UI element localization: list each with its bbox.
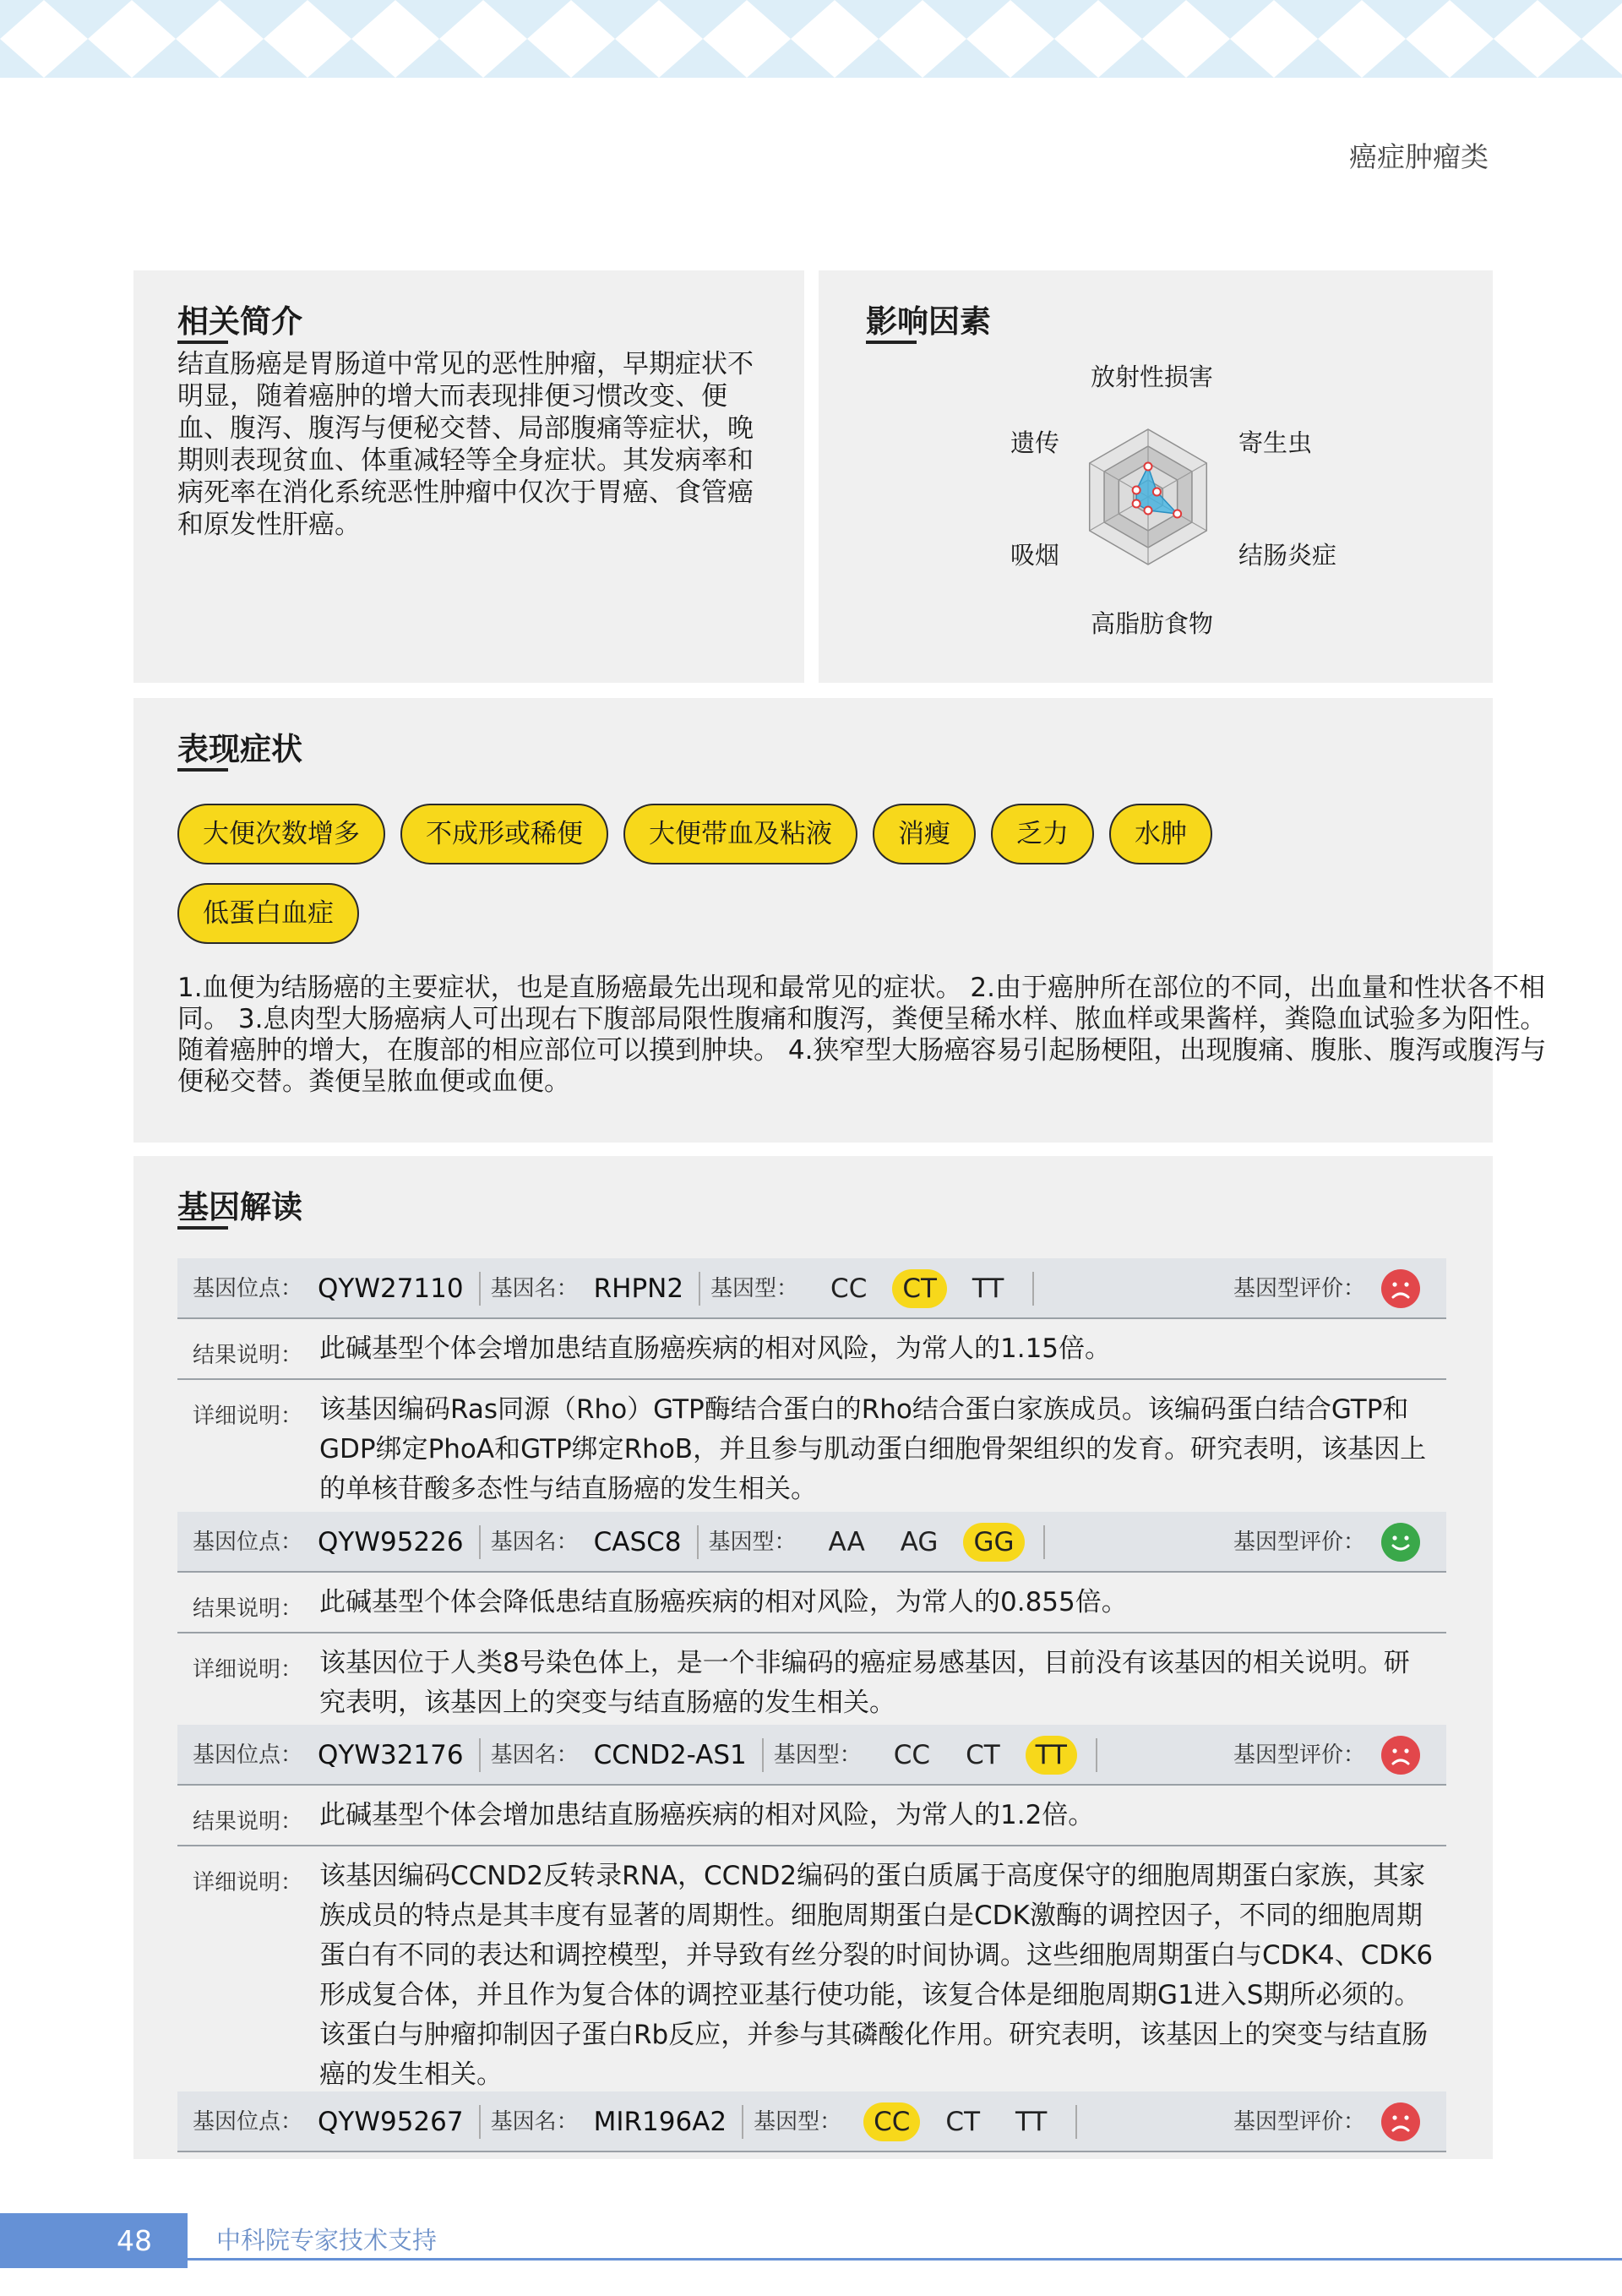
detail-label: 详细说明：	[193, 1870, 303, 1895]
genotype-label: 基因型：	[708, 1530, 797, 1555]
genes-title-rule	[177, 1226, 228, 1230]
radar-axis-label: 寄生虫	[1238, 428, 1313, 457]
smile-face-icon	[1381, 1523, 1420, 1562]
genotype-option: CT	[966, 1740, 1000, 1770]
radar-data-point	[1153, 488, 1161, 496]
radar-axis-label: 高脂肪食物	[1091, 609, 1214, 638]
radar-data-point	[1133, 500, 1140, 508]
radar-data-point	[1145, 507, 1152, 515]
footer-text: 中科院专家技术支持	[216, 2226, 438, 2255]
gene-locus-label: 基因位点：	[193, 2109, 303, 2135]
genotype-rating-label: 基因型评价：	[1233, 1530, 1366, 1555]
page-number: 48	[0, 2213, 188, 2268]
intro-text: 结直肠癌是胃肠道中常见的恶性肿瘤，早期症状不明显，随着癌肿的增大而表现排便习惯改变、便血、腹泻、腹泻与便秘交替、局部腹痛等症状，晚期则表现贫血、体重减轻等全身症状。其发病率和病死率在消化系统恶性肿瘤中仅次于胃癌、食管癌和原发性肝癌。	[177, 349, 754, 540]
gene-header-row	[177, 1725, 1446, 1786]
genotype-option: TT	[1015, 2107, 1048, 2137]
gene-header-row	[177, 1512, 1446, 1573]
genotype-option: CT	[945, 2107, 981, 2137]
result-label: 结果说明：	[193, 1596, 303, 1622]
result-row	[177, 1573, 1446, 1633]
radar-data-point	[1173, 510, 1181, 518]
column-divider	[697, 1525, 699, 1559]
genotype-selected: CT	[892, 1269, 947, 1308]
result-text: 此碱基型个体会增加患结直肠癌疾病的相对风险，为常人的1.2倍。	[319, 1800, 1095, 1830]
gene-name-value: CCND2-AS1	[593, 1740, 747, 1770]
gene-name-label: 基因名：	[490, 2109, 579, 2135]
genotype-selected: TT	[1026, 1736, 1077, 1775]
gene-locus-label: 基因位点：	[193, 1742, 303, 1768]
column-divider	[1075, 2105, 1077, 2139]
genotype-option: CC	[893, 1740, 931, 1770]
symptoms-title-rule	[177, 768, 228, 772]
gene-name-value: CASC8	[593, 1527, 682, 1557]
result-text: 此碱基型个体会增加患结直肠癌疾病的相对风险，为常人的1.15倍。	[319, 1333, 1112, 1364]
symptom-chip: 大便次数增多	[177, 804, 385, 864]
radar-data-point	[1145, 463, 1152, 471]
gene-name-label: 基因名：	[490, 1276, 579, 1301]
result-row	[177, 1786, 1446, 1846]
detail-text: 该基因编码CCND2反转录RNA，CCND2编码的蛋白质属于高度保守的细胞周期蛋白家族，其家族成员的特点是其丰度有显著的周期性。细胞周期蛋白是CDK激酶的调控因子，不同的细胞周期蛋白有不同的表达和调控模型，并导致有丝分裂的时间协调。这些细胞周期蛋白与CDK4、CDK6形成复合体，并且作为复合体的调控亚基行使功能，该复合体是细胞周期G1进入S期所必须的。该蛋白与肿瘤抑制因子蛋白Rb反应，并参与其磷酸化作用。研究表明，该基因上的突变与结直肠癌的发生相关。	[319, 1861, 1434, 2090]
radar-axis-label: 吸烟	[1010, 541, 1060, 570]
symptoms-text: 1.血便为结肠癌的主要症状，也是直肠癌最先出现和最常见的症状。 2.由于癌肿所在部位的不同，出血量和性状各不相同。 3.息肉型大肠癌病人可出现右下腹部局限性腹痛和腹泻，粪便呈稀水样、脓血样或果酱样，粪隐血试验多为阳性。随着癌肿的增大，在腹部的相应部位可以摸到肿块。 4.狭窄型大肠癌容易引起肠梗阻，出现腹痛、腹胀、腹泻或腹泻与便秘交替。粪便呈脓血便或血便。	[177, 973, 1547, 1097]
column-divider	[1043, 1525, 1045, 1559]
column-divider	[1032, 1272, 1034, 1306]
symptom-chip: 不成形或稀便	[400, 804, 608, 864]
radar-data-point	[1133, 487, 1140, 494]
footer-line	[188, 2258, 1622, 2261]
column-divider	[742, 2105, 743, 2139]
detail-row	[177, 1846, 1446, 2090]
genotype-rating-label: 基因型评价：	[1233, 1742, 1366, 1768]
symptoms-panel	[133, 698, 1547, 1143]
genes-title: 基因解读	[177, 1189, 302, 1225]
sad-face-icon	[1381, 1269, 1420, 1308]
symptom-chip: 消瘦	[873, 804, 976, 864]
gene-header-row	[177, 2091, 1446, 2152]
genes-panel	[133, 1156, 1493, 2159]
detail-label: 详细说明：	[193, 1657, 303, 1682]
symptom-chips	[177, 804, 1360, 944]
gene-locus-label: 基因位点：	[193, 1276, 303, 1301]
page-category: 癌症肿瘤类	[1349, 140, 1489, 173]
factors-title: 影响因素	[866, 303, 991, 340]
genotype-label: 基因型：	[754, 2109, 842, 2135]
result-label: 结果说明：	[193, 1809, 303, 1835]
symptoms-title: 表现症状	[177, 731, 302, 767]
detail-label: 详细说明：	[193, 1404, 303, 1429]
detail-row	[177, 1633, 1446, 1737]
intro-panel	[133, 270, 804, 683]
radar-axis-label: 结肠炎症	[1238, 541, 1337, 570]
sad-face-icon	[1381, 2102, 1420, 2141]
column-divider	[479, 1272, 481, 1306]
column-divider	[699, 1272, 700, 1306]
symptom-chip: 乏力	[991, 804, 1094, 864]
genotype-label: 基因型：	[773, 1742, 862, 1768]
genotype-selected: GG	[963, 1523, 1024, 1562]
symptom-chip: 水肿	[1109, 804, 1212, 864]
column-divider	[1096, 1738, 1097, 1772]
detail-text: 该基因位于人类8号染色体上，是一个非编码的癌症易感基因，目前没有该基因的相关说明。研究表明，该基因上的突变与结直肠癌的发生相关。	[319, 1648, 1410, 1718]
genotype-rating-label: 基因型评价：	[1233, 2109, 1366, 2135]
gene-locus-value: QYW27110	[318, 1273, 464, 1304]
genotype-option: AA	[828, 1527, 865, 1557]
genotype-label: 基因型：	[710, 1276, 799, 1301]
radar-axis-label: 遗传	[1010, 428, 1060, 457]
intro-title: 相关简介	[177, 303, 302, 340]
column-divider	[762, 1738, 764, 1772]
genotype-selected: CC	[863, 2102, 920, 2141]
genotype-rating-label: 基因型评价：	[1233, 1276, 1366, 1301]
gene-name-value: MIR196A2	[593, 2107, 727, 2137]
gene-locus-value: QYW95226	[318, 1527, 464, 1557]
radar-axis-label: 放射性损害	[1091, 363, 1214, 391]
gene-locus-value: QYW32176	[318, 1740, 464, 1770]
result-label: 结果说明：	[193, 1343, 303, 1368]
decorative-top-pattern	[0, 0, 1622, 78]
result-row	[177, 1319, 1446, 1380]
gene-header-row	[177, 1258, 1446, 1319]
column-divider	[479, 2105, 481, 2139]
gene-name-value: RHPN2	[593, 1273, 684, 1304]
symptom-chip: 大便带血及粘液	[623, 804, 857, 864]
genotype-option: AG	[900, 1527, 939, 1557]
column-divider	[479, 1738, 481, 1772]
gene-name-label: 基因名：	[490, 1742, 579, 1768]
column-divider	[479, 1525, 481, 1559]
result-text: 此碱基型个体会降低患结直肠癌疾病的相对风险，为常人的0.855倍。	[319, 1587, 1128, 1617]
intro-title-rule	[177, 341, 228, 344]
detail-text: 该基因编码Ras同源（Rho）GTP酶结合蛋白的Rho结合蛋白家族成员。该编码蛋白结合GTP和GDP绑定PhoA和GTP绑定RhoB，并且参与肌动蛋白细胞骨架组织的发育。研究表明，该基因上的单核苷酸多态性与结直肠癌的发生相关。	[319, 1394, 1427, 1504]
gene-locus-label: 基因位点：	[193, 1530, 303, 1555]
genotype-option: CC	[830, 1273, 868, 1304]
gene-locus-value: QYW95267	[318, 2107, 464, 2137]
sad-face-icon	[1381, 1736, 1420, 1775]
genotype-option: TT	[972, 1273, 1004, 1304]
factors-panel	[819, 270, 1493, 683]
symptom-chip: 低蛋白血症	[177, 883, 359, 944]
gene-name-label: 基因名：	[490, 1530, 579, 1555]
